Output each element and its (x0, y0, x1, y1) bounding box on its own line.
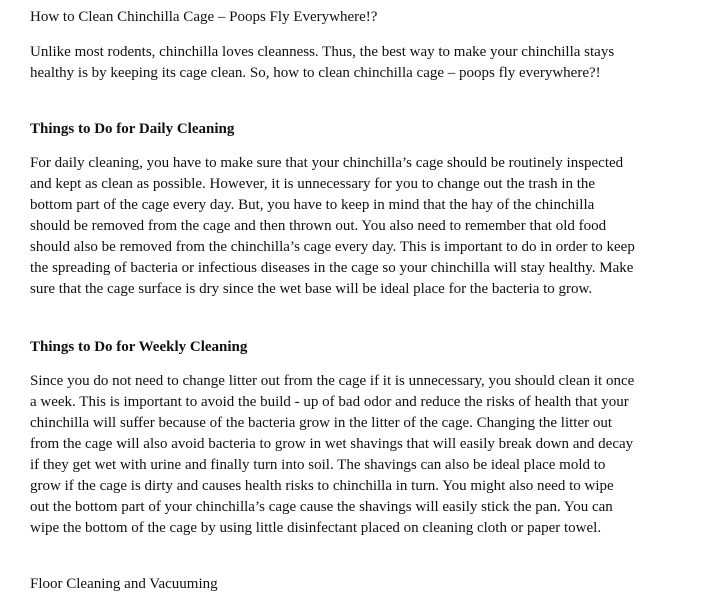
document-title: How to Clean Chinchilla Cage – Poops Fly Everywhere!? (30, 9, 378, 25)
section-heading-floor-cleaning: Floor Cleaning and Vacuuming (30, 576, 218, 592)
section-heading-weekly-cleaning: Things to Do for Weekly Cleaning (30, 339, 248, 355)
section-paragraph-daily-cleaning: For daily cleaning, you have to make sure that your chinchilla’s cage should be routinely inspected and kept as clean as possible. However, it is unnecessary for you to change out the trash in the bottom part of the cage every day. But, you have to keep in mind that the hay of the chinchilla should be removed from the cage and then thrown out. You also need to remember that old food should also be removed from the chinchilla’s cage every day. This is important to do in order to keep the spreading of bacteria or infectious diseases in the cage so your chinchilla will stay healthy. Make sure that the cage surface is dry since the wet base will be ideal place for the bacteria to grow. (30, 155, 635, 297)
intro-paragraph: Unlike most rodents, chinchilla loves cleanness. Thus, the best way to make your chinchilla stays healthy is by keeping its cage clean. So, how to clean chinchilla cage – poops fly everywhere?! (30, 44, 615, 81)
section-paragraph-weekly-cleaning: Since you do not need to change litter out from the cage if it is unnecessary, you should clean it once a week. This is important to avoid the build - up of bad odor and reduce the risks of health that your chinchilla will suffer because of the bacteria grow in the litter of the cage. Changing the litter out from the cage will also avoid bacteria to grow in wet shavings that will easily break down and decay if they get wet with urine and finally turn into soil. The shavings can also be ideal place mold to grow if the cage is dirty and causes health risks to chinchilla in turn. You might also need to wipe out the bottom part of your chinchilla’s cage cause the shavings will easily stick the pan. You can wipe the bottom of the cage by using little disinfectant placed on cleaning cloth or paper towel. (30, 373, 635, 536)
section-heading-daily-cleaning: Things to Do for Daily Cleaning (30, 121, 235, 137)
